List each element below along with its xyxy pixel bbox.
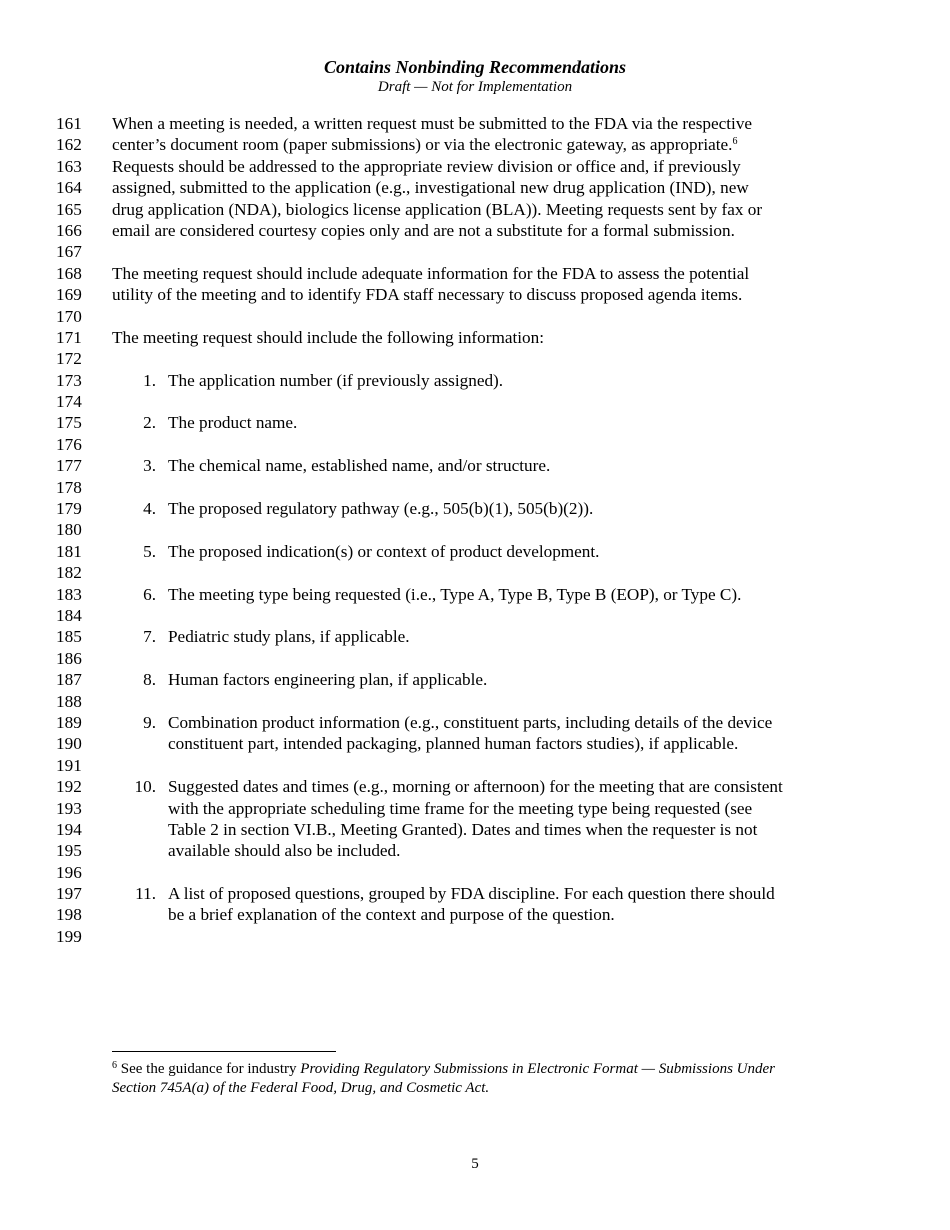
- line-number: 186: [56, 648, 82, 668]
- line-text-content: Table 2 in section VI.B., Meeting Granted). Dates and times when the requester is not: [168, 819, 758, 839]
- document-line: [0, 605, 950, 626]
- line-text-content: drug application (NDA), biologics license application (BLA)). Meeting requests sent by fax or: [112, 199, 763, 219]
- line-number: 182: [56, 563, 82, 583]
- line-text-content: Suggested dates and times (e.g., morning or afternoon) for the meeting that are consistent: [168, 777, 783, 797]
- line-text: [112, 134, 737, 155]
- document-line: [0, 819, 950, 840]
- line-text-content: available should also be included.: [168, 841, 401, 861]
- footnote-line-1: [112, 1060, 832, 1079]
- line-number: 199: [56, 926, 82, 946]
- line-number: 183: [56, 584, 82, 604]
- header-title: Contains Nonbinding Recommendations: [323, 57, 627, 77]
- line-text-content: The application number (if previously assigned).: [168, 370, 504, 390]
- list-item-number: 8.: [143, 670, 156, 690]
- document-line: [0, 434, 950, 455]
- line-number: 175: [56, 413, 82, 433]
- line-text-content: Pediatric study plans, if applicable.: [168, 627, 410, 647]
- line-text: [112, 177, 749, 198]
- line-number: 196: [56, 862, 82, 882]
- document-line: [0, 284, 950, 305]
- line-text-content: The proposed indication(s) or context of product development.: [168, 541, 600, 561]
- list-item-text: [168, 712, 772, 733]
- line-text-content: When a meeting is needed, a written request must be submitted to the FDA via the respective: [112, 114, 753, 133]
- line-text: [112, 263, 749, 284]
- line-text: [168, 733, 738, 754]
- line-text: [112, 327, 544, 348]
- line-text-content: email are considered courtesy copies only and are not a substitute for a formal submission.: [112, 220, 735, 240]
- footnote-prefix: See the guidance for industry: [117, 1061, 301, 1077]
- document-line: [0, 220, 950, 241]
- line-text: [168, 904, 615, 925]
- list-item-number: 6.: [143, 584, 156, 604]
- list-item-number: 1.: [143, 370, 156, 390]
- document-line: [0, 113, 950, 134]
- line-number: 174: [56, 392, 82, 412]
- list-item-text: [168, 584, 741, 605]
- line-number: 198: [56, 905, 82, 925]
- list-item-text: [168, 776, 783, 797]
- line-text-content: The product name.: [168, 413, 298, 433]
- line-number: 195: [56, 841, 82, 861]
- footnote-title-line-2: Section 745A(a) of the Federal Food, Drug, and Cosmetic Act: [112, 1079, 486, 1096]
- document-line: [0, 177, 950, 198]
- document-line: [0, 541, 950, 562]
- line-number: 181: [56, 541, 82, 561]
- document-line: [0, 883, 950, 904]
- line-number: 185: [56, 627, 82, 647]
- line-number: 162: [56, 135, 82, 155]
- document-line: [0, 862, 950, 883]
- document-line: [0, 263, 950, 284]
- document-line: [0, 904, 950, 925]
- document-line: [0, 477, 950, 498]
- document-line: [0, 412, 950, 433]
- document-line: [0, 327, 950, 348]
- line-number: 189: [56, 712, 82, 732]
- document-line: [0, 733, 950, 754]
- line-number: 178: [56, 477, 82, 497]
- line-number: 191: [56, 755, 82, 775]
- line-text: [112, 199, 762, 220]
- line-text-content: assigned, submitted to the application (e.g., investigational new drug application (IND), new: [112, 178, 749, 198]
- document-line: [0, 156, 950, 177]
- document-line: [0, 776, 950, 797]
- document-line: [0, 584, 950, 605]
- line-number: 171: [56, 327, 82, 347]
- line-text-content: The meeting request should include the following information:: [112, 327, 544, 347]
- line-number: 179: [56, 499, 82, 519]
- list-item-number: 11.: [135, 884, 156, 904]
- line-text-content: constituent part, intended packaging, planned human factors studies), if applicable.: [168, 734, 739, 754]
- document-line: [0, 691, 950, 712]
- list-item-text: [168, 883, 775, 904]
- line-number: 190: [56, 734, 82, 754]
- line-text: [168, 798, 752, 819]
- document-line: [0, 669, 950, 690]
- list-item-text: [168, 626, 410, 647]
- footnote-reference: 6: [732, 136, 738, 148]
- line-text: [112, 113, 752, 134]
- list-item-text: [168, 541, 599, 562]
- line-text-content: Human factors engineering plan, if applicable.: [168, 670, 488, 690]
- list-item-number: 9.: [143, 712, 156, 732]
- line-number: 192: [56, 777, 82, 797]
- footnote-suffix: .: [485, 1079, 490, 1096]
- line-number: 164: [56, 178, 82, 198]
- line-number: 176: [56, 434, 82, 454]
- line-text-content: The meeting request should include adequate information for the FDA to assess the potential: [112, 263, 750, 283]
- document-line: [0, 648, 950, 669]
- document-line: [0, 498, 950, 519]
- line-number: 173: [56, 370, 82, 390]
- list-item-text: [168, 455, 550, 476]
- footnote-marker: 6: [112, 1060, 117, 1071]
- line-text-content: Combination product information (e.g., constituent parts, including details of the device: [168, 712, 773, 732]
- list-item-text: [168, 412, 297, 433]
- line-number: 180: [56, 520, 82, 540]
- line-text: [112, 284, 742, 305]
- line-number: 163: [56, 156, 82, 176]
- list-item-number: 2.: [143, 413, 156, 433]
- line-text: [112, 220, 735, 241]
- list-item-text: [168, 669, 487, 690]
- line-number: 188: [56, 691, 82, 711]
- document-line: [0, 840, 950, 861]
- footnote-line-2: [112, 1079, 832, 1098]
- line-text-content: A list of proposed questions, grouped by FDA discipline. For each question there should: [168, 884, 775, 904]
- page-number: 5: [471, 1156, 479, 1172]
- document-line: [0, 306, 950, 327]
- list-item-text: [168, 370, 503, 391]
- document-line: [0, 370, 950, 391]
- line-number: 193: [56, 798, 82, 818]
- document-line: [0, 348, 950, 369]
- list-item-text: [168, 498, 593, 519]
- line-number: 197: [56, 884, 82, 904]
- line-text: [168, 819, 757, 840]
- line-number: 184: [56, 605, 82, 625]
- line-text: [168, 840, 400, 861]
- document-line: [0, 755, 950, 776]
- line-number: 194: [56, 819, 82, 839]
- footnote-divider: [112, 1051, 336, 1052]
- line-text-content: utility of the meeting and to identify FDA staff necessary to discuss proposed agenda items.: [112, 285, 743, 305]
- line-number: 170: [56, 306, 82, 326]
- footnote-title-line-1: Providing Regulatory Submissions in Electronic Format — Submissions Under: [300, 1061, 775, 1077]
- line-number: 177: [56, 456, 82, 476]
- document-line: [0, 562, 950, 583]
- line-number: 168: [56, 263, 82, 283]
- line-number: 172: [56, 349, 82, 369]
- document-line: [0, 134, 950, 155]
- line-number: 167: [56, 242, 82, 262]
- document-line: [0, 798, 950, 819]
- line-text-content: The proposed regulatory pathway (e.g., 505(b)(1), 505(b)(2)).: [168, 499, 594, 519]
- document-line: [0, 926, 950, 947]
- line-text-content: be a brief explanation of the context and purpose of the question.: [168, 905, 615, 925]
- line-number: 187: [56, 670, 82, 690]
- line-text-content: with the appropriate scheduling time frame for the meeting type being requested (see: [168, 798, 753, 818]
- line-text-content: The meeting type being requested (i.e., Type A, Type B, Type B (EOP), or Type C).: [168, 584, 742, 604]
- list-item-number: 4.: [143, 499, 156, 519]
- line-number: 161: [56, 114, 82, 133]
- document-line: [0, 241, 950, 262]
- document-line: [0, 455, 950, 476]
- line-text-content: The chemical name, established name, and/or structure.: [168, 456, 551, 476]
- header-subtitle: Draft — Not for Implementation: [377, 79, 573, 95]
- line-text-content: center’s document room (paper submissions) or via the electronic gateway, as appropriate.: [112, 135, 733, 155]
- line-number: 166: [56, 220, 82, 240]
- line-text-content: Requests should be addressed to the appropriate review division or office and, if previously: [112, 156, 741, 176]
- document-line: [0, 199, 950, 220]
- list-item-number: 7.: [143, 627, 156, 647]
- document-line: [0, 391, 950, 412]
- line-number: 165: [56, 199, 82, 219]
- document-line: [0, 519, 950, 540]
- list-item-number: 3.: [143, 456, 156, 476]
- document-line: [0, 626, 950, 647]
- document-line: [0, 712, 950, 733]
- line-number: 169: [56, 285, 82, 305]
- list-item-number: 5.: [143, 541, 156, 561]
- line-text: [112, 156, 741, 177]
- list-item-number: 10.: [134, 777, 156, 797]
- footnote: [112, 1060, 832, 1097]
- document-body: [0, 113, 950, 947]
